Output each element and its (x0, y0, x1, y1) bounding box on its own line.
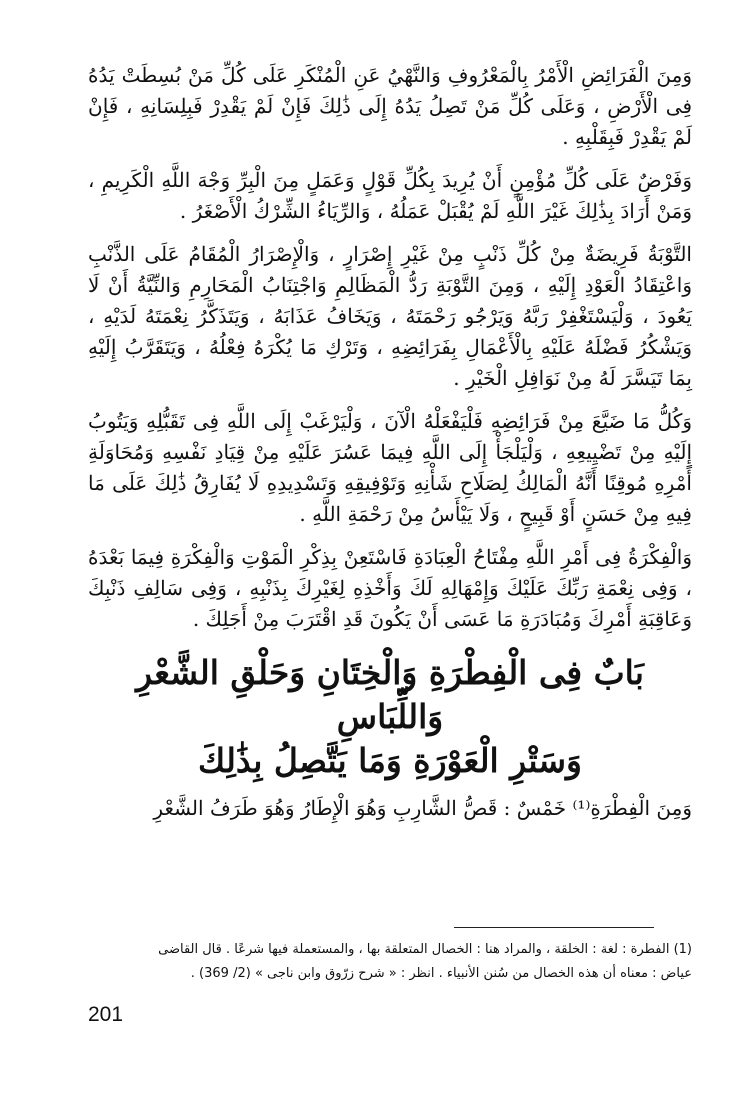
footnote-line-1: (1) الفطرة : لغة : الخلقة ، والمراد هنا : الخصال المتعلقة بها ، والمستعملة فيها شرعًا . قال القاضى (158, 942, 692, 957)
page-body (88, 60, 692, 824)
chapter-heading-line-2: وَسَتْرِ الْعَوْرَةِ وَمَا يَتَّصِلُ بِذَٰلِكَ (198, 741, 582, 780)
page-number: 201 (88, 1003, 124, 1026)
footnote-divider (454, 927, 654, 928)
footnote (88, 938, 692, 986)
paragraph-reflection: وَالْفِكْرَةُ فِى أَمْرِ اللَّهِ مِفْتَاحُ الْعِبَادَةِ فَاسْتَعِنْ بِذِكْرِ الْمَوْتِ وَالْفِكْرَةِ فِيمَا بَعْدَهُ ، وَفِى نِعْمَةِ رَبِّكَ عَلَيْكَ وَإِمْهَالِهِ لَكَ وَأَخْذِهِ لِغَيْرِكَ بِذَنْبِهِ ، وَفِى سَالِفِ ذَنْبِكَ وَعَاقِبَةِ أَمْرِكَ وَمُبَادَرَةِ مَا عَسَى أَنْ يَكُونَ قَدِ اقْتَرَبَ مِنْ أَجَلِكَ . (88, 545, 692, 631)
chapter-heading-line-1: بَابٌ فِى الْفِطْرَةِ وَالْخِتَانِ وَحَلْقِ الشَّعْرِ وَاللِّبَاسِ (136, 653, 644, 736)
chapter-heading (88, 651, 692, 783)
closing-line: وَمِنَ الْفِطْرَةِ⁽¹⁾ خَمْسٌ : قَصُّ الشَّارِبِ وَهُوَ الْإِطَارُ وَهُوَ طَرَفُ الشَّعْرِ (153, 796, 692, 820)
paragraph-sincerity: وَفَرْضٌ عَلَى كُلِّ مُؤْمِنٍ أَنْ يُرِيدَ بِكُلِّ قَوْلٍ وَعَمَلٍ مِنَ الْبِرِّ وَجْهَ اللَّهِ الْكَرِيمِ ، وَمَنْ أَرَادَ بِذَٰلِكَ غَيْرَ اللَّهِ لَمْ يُقْبَلْ عَمَلُهُ ، وَالرِّيَاءُ الشِّرْكُ الْأَصْغَرُ . (88, 168, 692, 223)
paragraph-missed-obligations: وَكُلُّ مَا ضَيَّعَ مِنْ فَرَائِضِهِ فَلْيَفْعَلْهُ الْآنَ ، وَلْيَرْغَبْ إِلَى اللَّهِ فِى تَقَبُّلِهِ وَيَتُوبُ إِلَيْهِ مِنْ تَضْيِيعِهِ ، وَلْيَلْجَأْ إِلَى اللَّهِ فِيمَا عَسُرَ عَلَيْهِ مِنْ قِيَادِ نَفْسِهِ وَمُحَاوَلَةِ أَمْرِهِ مُوقِنًا أَنَّهُ الْمَالِكُ لِصَلَاحِ شَأْنِهِ وَتَوْفِيقِهِ وَتَسْدِيدِهِ لَا يُفَارِقُ ذَٰلِكَ عَلَى مَا فِيهِ مِنْ حَسَنٍ أَوْ قَبِيحٍ ، وَلَا يَيْأَسُ مِنْ رَحْمَةِ اللَّهِ . (88, 409, 692, 526)
paragraph-enjoining-good: وَمِنَ الْفَرَائِضِ الْأَمْرُ بِالْمَعْرُوفِ وَالنَّهْيُ عَنِ الْمُنْكَرِ عَلَى كُلِّ مَنْ بُسِطَتْ يَدُهُ فِى الْأَرْضِ ، وَعَلَى كُلِّ مَنْ تَصِلُ يَدُهُ إِلَى ذَٰلِكَ فَإِنْ لَمْ يَقْدِرْ فَبِلِسَانِهِ ، فَإِنْ لَمْ يَقْدِرْ فَبِقَلْبِهِ . (88, 63, 692, 149)
footnote-line-2: عياض : معناه أن هذه الخصال من سُنن الأنبياء . انظر : « شرح زرّوق وابن ناجى » (2/ 369) . (190, 966, 692, 981)
paragraph-repentance: التَّوْبَةُ فَرِيضَةٌ مِنْ كُلِّ ذَنْبٍ مِنْ غَيْرِ إِصْرَارٍ ، وَالْإِصْرَارُ الْمُقَامُ عَلَى الذَّنْبِ وَاعْتِقَادُ الْعَوْدِ إِلَيْهِ ، وَمِنَ التَّوْبَةِ رَدُّ الْمَظَالِمِ وَاجْتِنَابُ الْمَحَارِمِ وَالنِّيَّةُ أَنْ لَا يَعُودَ ، وَلْيَسْتَغْفِرْ رَبَّهُ وَيَرْجُو رَحْمَتَهُ ، وَيَخَافُ عَذَابَهُ ، وَيَتَذَكَّرُ نِعْمَتَهُ لَدَيْهِ ، وَيَشْكُرُ فَضْلَهُ عَلَيْهِ بِالْأَعْمَالِ بِفَرَائِضِهِ ، وَتَرْكِ مَا يُكْرَهُ فِعْلُهُ ، وَيَتَقَرَّبُ إِلَيْهِ بِمَا تَيَسَّرَ لَهُ مِنْ نَوَافِلِ الْخَيْرِ . (88, 242, 692, 390)
